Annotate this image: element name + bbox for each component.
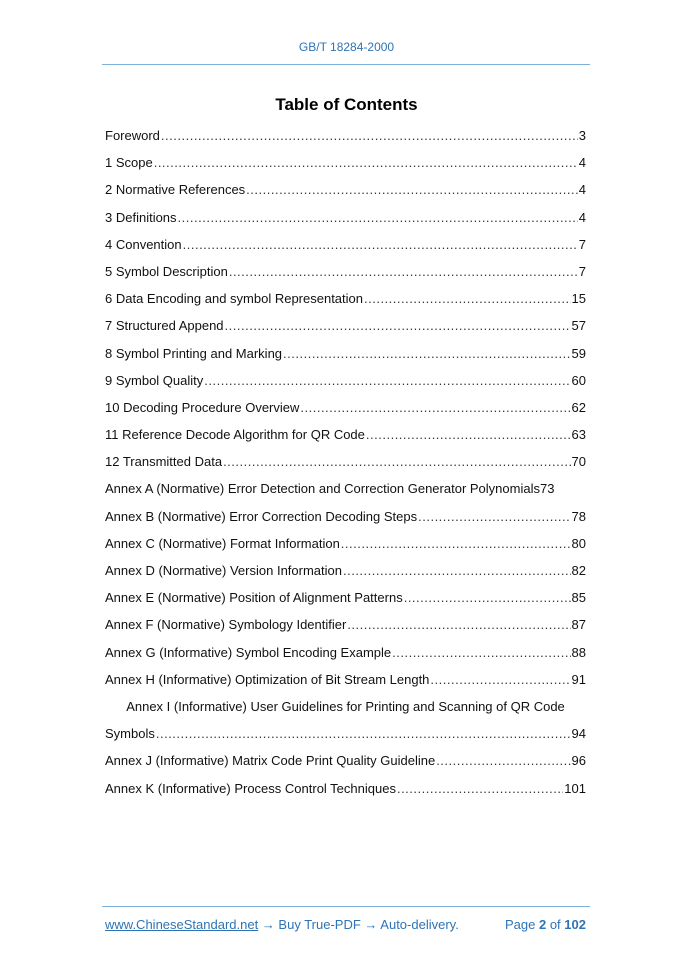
toc-entry-page: 62 [571,399,586,415]
toc-entry-label: Annex C (Normative) Format Information [105,535,340,551]
toc-entry-page: 101 [564,780,586,796]
toc-entry-page: 85 [571,590,586,606]
dot-leader [183,237,578,252]
dot-leader [223,454,570,469]
toc-entry-page: 70 [571,454,586,470]
toc-entry-label: Symbols [105,726,155,742]
table-of-contents [105,128,586,808]
website-link[interactable]: www.ChineseStandard.net [105,917,259,932]
toc-entry-annex-h[interactable] [105,672,586,699]
toc-entry-page: 4 [578,182,586,198]
page-footer [105,917,586,932]
toc-entry-label: Annex J (Informative) Matrix Code Print Quality Guideline [105,753,436,769]
dot-leader [418,509,570,524]
toc-title: Table of Contents [275,95,418,114]
toc-entry-page: 94 [571,726,586,742]
toc-entry-label: 11 Reference Decode Algorithm for QR Code [105,427,365,443]
current-page: 2 [538,917,547,932]
toc-entry-annex-a[interactable] [105,481,586,508]
toc-entry-decoding-procedure[interactable] [105,400,586,427]
toc-entry-annex-e[interactable] [105,590,586,617]
toc-entry-page: 15 [571,291,586,307]
toc-entry-label: 2 Normative References [105,182,246,198]
toc-entry-annex-j[interactable] [105,753,586,780]
toc-entry-page: 4 [578,209,586,225]
toc-entry-annex-i[interactable] [105,699,586,726]
dot-leader [430,672,570,687]
toc-entry-label: Annex D (Normative) Version Information [105,563,342,578]
toc-entry-page: 3 [578,128,586,143]
toc-entry-foreword[interactable] [105,128,586,155]
toc-entry-structured-append[interactable] [105,318,586,345]
toc-entry-page: 7 [578,236,586,252]
page-counter [505,917,586,932]
dot-leader [283,346,571,361]
toc-entry-label: 1 Scope [105,155,153,171]
promo-text: → Buy True-PDF → Auto-delivery. [258,917,459,932]
dot-leader [343,563,571,578]
toc-entry-label: Annex E (Normative) Position of Alignment Patterns [105,590,403,606]
dot-leader [341,536,571,551]
dot-leader [397,781,563,796]
toc-entry-page: 91 [571,671,586,687]
toc-entry-page: 87 [571,617,586,633]
toc-entry-page: 7 [578,263,586,279]
dot-leader [404,590,571,605]
toc-entry-page: 63 [571,427,586,443]
toc-entry-annex-k[interactable] [105,781,586,808]
toc-entry-label: 6 Data Encoding and symbol Representation [105,291,363,307]
toc-entry-page: 88 [571,644,586,660]
dot-leader [366,427,571,442]
toc-entry-definitions[interactable] [105,210,586,237]
toc-entry-label: Annex H (Informative) Optimization of Bit Stream Length [105,671,430,687]
dot-leader [178,210,578,225]
footer-promo [105,917,459,932]
toc-entry-label: Annex B (Normative) Error Correction Decoding Steps [105,508,418,524]
toc-entry-page: 57 [571,318,586,334]
toc-entry-symbol-quality[interactable] [105,373,586,400]
dot-leader [229,264,578,279]
dot-leader [161,128,578,143]
dot-leader [246,182,578,197]
toc-entry-page: 82 [571,563,586,578]
toc-entry-label: 5 Symbol Description [105,263,228,279]
of-word: of [549,917,561,932]
toc-entry-label: 12 Transmitted Data [105,454,223,470]
dot-leader [204,373,570,388]
toc-entry-label: Annex A (Normative) Error Detection and Correction Generator Polynomials [105,481,540,497]
dot-leader [154,155,578,170]
dot-leader [156,726,571,741]
toc-entry-label: 4 Convention [105,236,182,252]
toc-entry-page: 80 [571,535,586,551]
toc-entry-normative-references[interactable] [105,182,586,209]
toc-entry-label: 9 Symbol Quality [105,372,204,388]
toc-entry-data-encoding[interactable] [105,291,586,318]
toc-entry-annex-b[interactable] [105,509,586,536]
toc-entry-label: Foreword [105,128,160,143]
toc-entry-symbol-description[interactable] [105,264,586,291]
toc-entry-annex-g[interactable] [105,645,586,672]
toc-entry-annex-c[interactable] [105,536,586,563]
page-word: Page [504,917,536,932]
toc-entry-page: 73 [539,481,555,497]
footer-rule [102,906,590,907]
toc-entry-label: Annex I (Informative) User Guidelines for Printing and Scanning of QR Code [126,698,565,714]
toc-entry-scope[interactable] [105,155,586,182]
total-pages: 102 [564,917,586,932]
toc-entry-annex-i-continued[interactable] [105,726,586,753]
toc-entry-page: 78 [571,508,586,524]
header-rule [102,64,590,65]
dot-leader [300,400,570,415]
toc-entry-page: 4 [578,155,586,171]
toc-entry-label: 10 Decoding Procedure Overview [105,399,300,415]
toc-entry-transmitted-data[interactable] [105,454,586,481]
toc-entry-label: Annex K (Informative) Process Control Techniques [105,780,396,796]
toc-entry-convention[interactable] [105,237,586,264]
toc-entry-label: Annex F (Normative) Symbology Identifier [105,617,347,633]
toc-entry-annex-d[interactable] [105,563,586,590]
dot-leader [364,291,571,306]
dot-leader [225,318,571,333]
dot-leader [347,617,570,632]
dot-leader [392,645,570,660]
toc-entry-page: 59 [571,345,586,361]
dot-leader [436,753,570,768]
toc-entry-symbol-printing[interactable] [105,346,586,373]
toc-entry-page: 60 [571,372,586,388]
toc-entry-label: 8 Symbol Printing and Marking [105,345,283,361]
toc-entry-label: 3 Definitions [105,209,177,225]
toc-entry-label: Annex G (Informative) Symbol Encoding Example [105,644,392,660]
toc-entry-reference-decode[interactable] [105,427,586,454]
toc-entry-page: 96 [571,753,586,769]
page-header: GB/T 18284-2000 [298,40,395,54]
toc-entry-label: 7 Structured Append [105,318,224,334]
toc-entry-annex-f[interactable] [105,617,586,644]
